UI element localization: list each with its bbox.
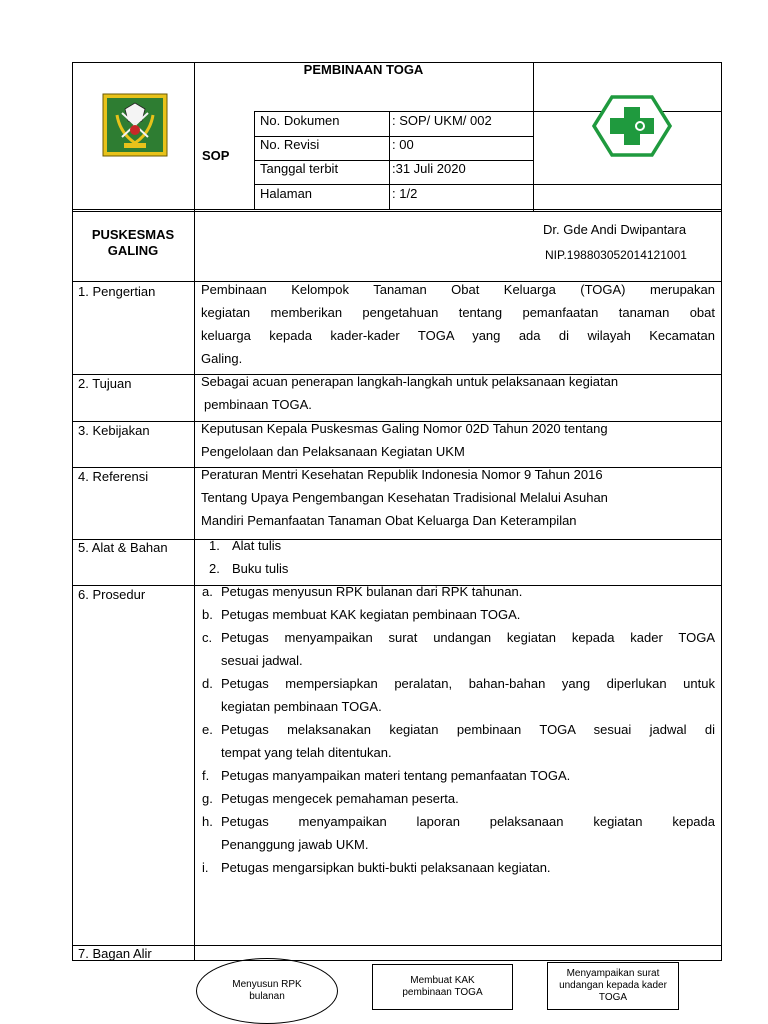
section-label-referensi: 4. Referensi: [78, 469, 149, 484]
field-value-halaman: : 1/2: [392, 186, 418, 201]
step-marker: c.: [202, 630, 213, 645]
step-text: kegiatan pembinaan TOGA.: [221, 699, 382, 714]
step-a: [202, 584, 715, 607]
list-marker: 1.: [209, 538, 220, 553]
tujuan-line: pembinaan TOGA.: [204, 397, 312, 412]
step-marker: h.: [202, 814, 213, 829]
pengertian-line: Galing.: [201, 351, 243, 366]
puskesmas-logo: [592, 95, 672, 157]
document-title: PEMBINAAN TOGA: [303, 62, 424, 77]
referensi-line: Peraturan Mentri Kesehatan Republik Indonesia Nomor 9 Tahun 2016: [201, 467, 603, 482]
step-text: sesuai jadwal.: [221, 653, 303, 668]
kebijakan-line: Pengelolaan dan Pelaksanaan Kegiatan UKM: [201, 444, 465, 459]
step-text: Petugas menyampaikan surat undangan kegiatan kepada kader TOGA: [221, 630, 715, 645]
org-name-line2: GALING: [107, 243, 159, 258]
field-value-no-revisi: : 00: [392, 137, 414, 152]
step-c: [202, 630, 715, 653]
section-label-alat: 5. Alat & Bahan: [78, 540, 168, 555]
flowchart-start-ellipse: [196, 958, 338, 1024]
referensi-text: [201, 467, 715, 536]
kebijakan-text: [201, 421, 715, 467]
list-item: [209, 561, 709, 584]
list-text: Alat tulis: [232, 538, 282, 553]
step-marker: f.: [202, 768, 210, 783]
step-e-cont: [202, 745, 715, 768]
step-d-cont: [202, 699, 715, 722]
step-f: [202, 768, 715, 791]
step-text: Petugas mengarsipkan bukti-bukti pelaksanaan kegiatan.: [221, 860, 551, 875]
flowchart-step-2-label: Membuat KAK pembinaan TOGA: [402, 975, 483, 998]
prosedur-list: [202, 584, 715, 883]
field-label-no-revisi: No. Revisi: [260, 137, 320, 152]
pengertian-line: Pembinaan Kelompok Tanaman Obat Keluarga (TOGA) merupakan: [201, 282, 715, 297]
step-text: Penanggung jawab UKM.: [221, 837, 369, 852]
org-name-line1: PUSKESMAS: [91, 227, 175, 242]
flowchart-step-2: [372, 964, 513, 1010]
list-marker: 2.: [209, 561, 220, 576]
section-label-bagan: 7. Bagan Alir: [78, 946, 152, 961]
step-marker: g.: [202, 791, 213, 806]
step-text: Petugas melaksanakan kegiatan pembinaan TOGA sesuai jadwal di: [221, 722, 715, 737]
flowchart-step-3: [547, 962, 679, 1010]
section-label-prosedur: 6. Prosedur: [78, 587, 146, 602]
signer-nip: NIP.198803052014121001: [545, 248, 687, 262]
field-label-tanggal: Tanggal terbit: [260, 161, 339, 176]
step-c-cont: [202, 653, 715, 676]
step-marker: i.: [202, 860, 209, 875]
step-text: Petugas menyampaikan laporan pelaksanaan kegiatan kepada: [221, 814, 715, 829]
org-name: [72, 227, 194, 259]
flowchart-step-3-label: Menyampaikan surat undangan kepada kader TOGA: [559, 968, 667, 1003]
sop-label: SOP: [202, 148, 230, 163]
step-text: Petugas mempersiapkan peralatan, bahan-bahan yang diperlukan untuk: [221, 676, 715, 691]
section-label-kebijakan: 3. Kebijakan: [78, 423, 150, 438]
pengertian-line: keluarga kepada kader-kader TOGA yang ada di wilayah Kecamatan: [201, 328, 715, 343]
step-h: [202, 814, 715, 837]
field-label-no-dokumen: No. Dokumen: [260, 113, 340, 128]
tujuan-text: [201, 374, 715, 420]
step-marker: b.: [202, 607, 213, 622]
field-label-halaman: Halaman: [260, 186, 313, 201]
step-text: Petugas menyusun RPK bulanan dari RPK tahunan.: [221, 584, 523, 599]
pengertian-text: [201, 282, 715, 374]
flowchart-start-label: Menyusun RPK bulanan: [232, 979, 302, 1002]
step-b: [202, 607, 715, 630]
section-label-tujuan: 2. Tujuan: [78, 376, 132, 391]
step-g: [202, 791, 715, 814]
health-cross-icon: [592, 95, 672, 157]
alat-list: [209, 538, 709, 584]
list-item: [209, 538, 709, 561]
section-label-pengertian: 1. Pengertian: [78, 284, 156, 299]
field-value-tanggal: :31 Juli 2020: [392, 161, 466, 176]
referensi-line: Tentang Upaya Pengembangan Kesehatan Tradisional Melalui Asuhan: [201, 490, 608, 505]
field-value-no-dokumen: : SOP/ UKM/ 002: [392, 113, 492, 128]
tujuan-line: Sebagai acuan penerapan langkah-langkah untuk pelaksanaan kegiatan: [201, 374, 619, 389]
kebijakan-line: Keputusan Kepala Puskesmas Galing Nomor 02D Tahun 2020 tentang: [201, 421, 608, 436]
step-d: [202, 676, 715, 699]
signer-name: Dr. Gde Andi Dwipantara: [543, 222, 687, 237]
step-i: [202, 860, 715, 883]
step-text: Petugas membuat KAK kegiatan pembinaan TOGA.: [221, 607, 521, 622]
referensi-line: Mandiri Pemanfaatan Tanaman Obat Keluarga Dan Keterampilan: [201, 513, 577, 528]
list-text: Buku tulis: [232, 561, 289, 576]
step-marker: e.: [202, 722, 213, 737]
step-text: tempat yang telah ditentukan.: [221, 745, 392, 760]
step-e: [202, 722, 715, 745]
step-text: Petugas manyampaikan materi tentang pemanfaatan TOGA.: [221, 768, 571, 783]
pengertian-line: kegiatan memberikan pengetahuan tentang pemanfaatan tanaman obat: [201, 305, 715, 320]
step-h-cont: [202, 837, 715, 860]
step-text: Petugas mengecek pemahaman peserta.: [221, 791, 459, 806]
step-marker: a.: [202, 584, 213, 599]
step-marker: d.: [202, 676, 213, 691]
emblem-icon: [102, 93, 168, 157]
regency-logo: [102, 93, 168, 157]
